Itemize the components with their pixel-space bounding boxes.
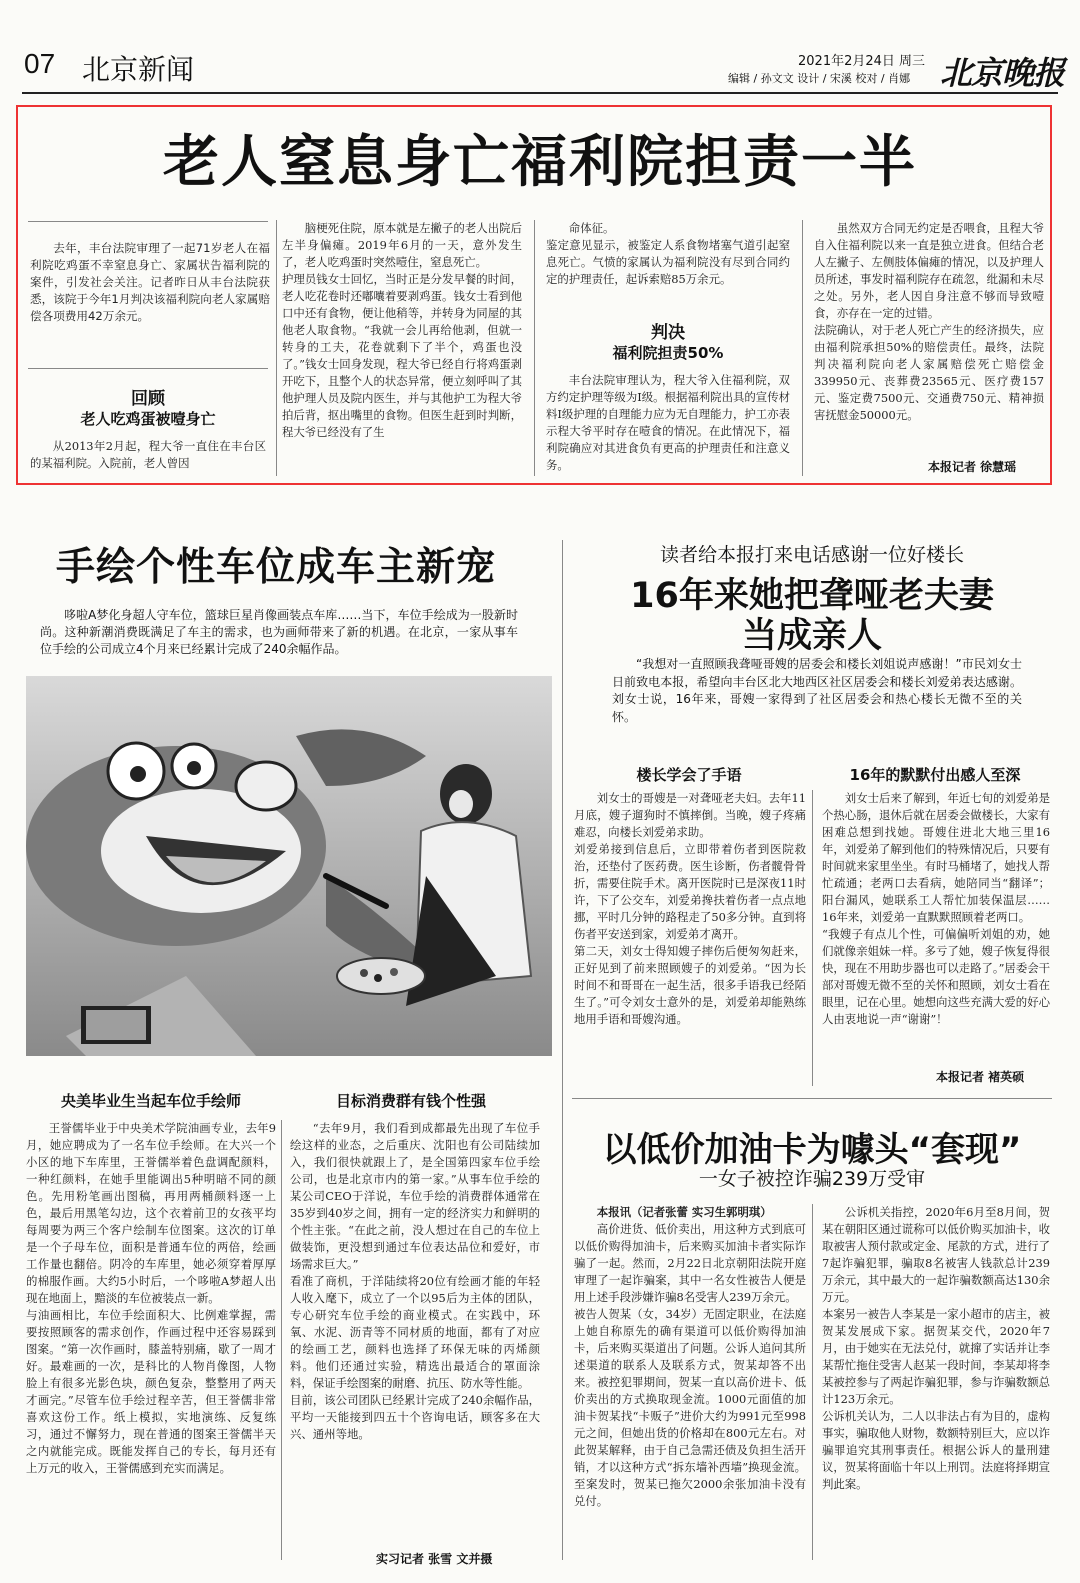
article2-lead xyxy=(40,607,518,663)
article4-subtitle: 一女子被控诈骗239万受审 xyxy=(698,1168,926,1190)
header-rule xyxy=(22,92,1058,94)
article3-lead-text: “我想对一直照顾我聋哑哥嫂的居委会和楼长刘姐说声感谢！”市民刘女士日前致电本报，希望向丰台区北大地西区社区居委会和楼长刘爱弟表达感谢。刘女士说，16年来，哥嫂一家得到了社区居委会和热心楼长无微不至的关怀。 xyxy=(612,657,1022,724)
article4-col2 xyxy=(822,1204,1050,1560)
article2-col2-text: “去年9月，我们看到成都最先出现了车位手绘这样的业态，之后重庆、沈阳也有公司陆续加入，我们很快就跟上了，是全国第四家车位手绘公司，也是北京市内的第一家。”从事车位手绘的某公司CEO于洋说，车位手绘的消费群体通常在35岁到40岁之间，拥有一定的经济实力和鲜明的个性主张。“在此之前，没人想过在自己的车位上做装饰，更没想到通过车位表达品位和爱好，市场需求巨大。” 看准了商机，于洋陆续将20位有绘画才能的年轻人收入麾下，成立了一个以95后为主体的团队，专心研究车位手绘的商业模式。在实践中，环氧、水泥、沥青等不同材质的地面，都有了对应的绘画工艺，颜料也选择了环保无味的丙烯颜料。他们还通过实验，精选出最适合的罩面涂料，保证手绘图案的耐磨、抗压、防水等性能。 目前，该公司团队已经累计完成了240余幅作品，平均一天能接到四五十个咨询电话，顾客多在大兴、通州等地。 xyxy=(290,1121,540,1441)
page-number: 07 xyxy=(24,48,56,79)
article3-kicker: 读者给本报打来电话感谢一位好楼长 xyxy=(659,544,964,566)
issue-date: 2021年2月24日 周三 xyxy=(798,54,926,69)
article1-col4-text: 虽然双方合同无约定是否喂食，且程大爷自入住福利院以来一直是独立进食。但结合老人左撇子、左侧肢体偏瘫的情况，以及护理人员所述，事发时福利院存在疏忽，纰漏和未尽之处。另外，老人因自身注意不够而导致噎食，亦存在一定的过错。 法院确认，对于老人死亡产生的经济损失，应由福利院承担50%的赔偿责任。最终，法院判决福利院向老人家属赔偿死亡赔偿金339950元、丧葬费23565元、医疗费157元、鉴定费7500元、交通费750元、精神损害抚慰金50000元。 xyxy=(814,221,1044,422)
article3-byline: 本报记者 褚英硕 xyxy=(936,1070,1025,1084)
article1-lead xyxy=(30,240,270,350)
article3-bottom-rule xyxy=(572,1098,1052,1099)
article3-headline-line2: 当成亲人 xyxy=(741,616,882,656)
newspaper-logo: 北京晚报 xyxy=(940,54,1065,92)
article3-sub1-title: 楼长学会了手语 xyxy=(636,766,742,784)
article2-sub1-title: 央美毕业生当起车位手绘师 xyxy=(60,1092,241,1110)
article3-col2 xyxy=(822,790,1050,1062)
article1-col2 xyxy=(282,220,522,476)
article4-lead-label: 本报讯（记者张蕾 实习生郭明琪） xyxy=(596,1205,772,1219)
article1-sub2-kicker: 判决 xyxy=(651,323,685,343)
parking-painting-illustration xyxy=(26,676,552,1056)
article1-sub1-kicker: 回顾 xyxy=(131,389,165,409)
article3-col2-text: 刘女士后来了解到，年近七旬的刘爱弟是个热心肠，退休后就在居委会做楼长，大家有困难总想到找她。哥嫂住进北大地三里16年，刘爱弟了解到他们的特殊情况后，只要有时间就来家里坐坐。有时马桶堵了，她找人帮忙疏通；老两口去看病，她陪同当“翻译”；阳台漏风，她联系工人帮忙加装保温层……16年来，刘爱弟一直默默照顾着老两口。 “我嫂子有点儿个性，可偏偏听刘姐的劝，她们就像亲姐妹一样。多亏了她，嫂子恢复得很快，现在不用助步器也可以走路了。”居委会干部对哥嫂无微不至的关怀和照顾，刘女士看在眼里，记在心里。她想向这些充满大爱的好心人由衷地说一声“谢谢”！ xyxy=(822,791,1050,1026)
article4-divider xyxy=(812,1204,813,1560)
article1-col3-bottom xyxy=(546,372,790,476)
article1-col1-text: 从2013年2月起，程大爷一直住在丰台区的某福利院。入院前，老人曾因 xyxy=(30,439,266,470)
editor-credits: 编辑 / 孙文文 设计 / 宋溪 校对 / 肖娜 xyxy=(728,72,911,85)
article2-sub2-title: 目标消费群有钱个性强 xyxy=(335,1092,486,1110)
article4-col1 xyxy=(574,1204,806,1560)
article2-photo xyxy=(26,676,552,1056)
article2-lead-text: 哆啦A梦化身超人守车位，篮球巨星肖像画装点车库……当下，车位手绘成为一股新时尚。这种新潮消费既满足了车主的需求，也为画师带来了新的机遇。在北京，一家从事车位手绘的公司成立4个月来已经累计完成了240余幅作品。 xyxy=(40,608,518,656)
article3-sub2-title: 16年的默默付出感人至深 xyxy=(849,766,1021,784)
article1-col3-top xyxy=(546,220,790,308)
article2-byline: 实习记者 张雪 文并摄 xyxy=(376,1552,493,1566)
article3-divider xyxy=(812,790,813,1086)
article1-sub1-title: 老人吃鸡蛋被噎身亡 xyxy=(80,410,216,428)
page-column-divider xyxy=(562,540,563,1560)
article1-divider-2 xyxy=(534,220,535,476)
article2-divider xyxy=(281,1120,282,1560)
article1-sub1-rule xyxy=(28,368,268,369)
article3-col1-text: 刘女士的哥嫂是一对聋哑老夫妇。去年11月底，嫂子遛狗时不慎摔倒。当晚，嫂子疼痛难忍，向楼长刘爱弟求助。 刘爱弟接到信息后，立即带着伤者到医院救治，还垫付了医药费。医生诊断，伤者髋骨骨折，需要住院手术。离开医院时已是深夜11时许，下了公交车，刘爱弟搀扶着伤者一点点地挪，平时几分钟的路程走了50多分钟。直到将伤者平安送到家，刘爱弟才离开。 第二天，刘女士得知嫂子摔伤后便匆匆赶来，正好见到了前来照顾嫂子的刘爱弟。“因为长时间不和哥哥在一起生活，很多手语我已经陌生了。”可令刘女士意外的是，刘爱弟却能熟练地用手语和哥嫂沟通。 xyxy=(574,791,806,1026)
article1-divider-3 xyxy=(802,220,803,476)
article1-divider-1 xyxy=(276,220,277,476)
article4-col1-text: 高价进货、低价卖出，用这种方式到底可以低价购得加油卡，后来购买加油卡者实际诈骗了一起。然而，2月22日北京朝阳法院开庭审理了一起诈骗案，其中一名女性被告人便是用上述手段涉嫌诈骗8名受害人239万余元。 被告人贺某（女，34岁）无固定职业，在法庭上她自称原先的确有渠道可以低价购得加油卡，后来购买渠道出了问题。公诉人追问其所述渠道的联系人及联系方式，贺某却答不出来。被控犯罪期间，贺某一直以高价进卡、低价卖出的方式换取现金流。1000元面值的加油卡贺某找“卡贩子”进价大约为991元至998元之间，但她出货的价格却在800元左右。对此贺某解释，由于自己急需还债及负担生活开销，才以这种方式“拆东墙补西墙”换现金流。至案发时，贺某已拖欠2000余张加油卡没有兑付。 xyxy=(574,1222,806,1508)
article1-col3-top-text: 命体征。 鉴定意见显示，被鉴定人系食物堵塞气道引起窒息死亡。气愤的家属认为福利院没有尽到合同约定的护理责任，起诉索赔85万余元。 xyxy=(546,221,790,286)
article1-col3-bottom-text: 丰台法院审理认为，程大爷入住福利院，双方约定护理等级为I级。根据福利院出具的宣传材料I级护理的自理能力应为无自理能力，护工亦表示程大爷平时存在噎食的情况。在此情况下，福利院确应对其进食负有更高的护理责任和注意义务。 xyxy=(546,373,790,472)
article3-lead xyxy=(612,656,1022,730)
article1-lead-text: 去年，丰台法院审理了一起71岁老人在福利院吃鸡蛋不幸窒息身亡、家属状告福利院的案件，引发社会关注。记者昨日从丰台法院获悉，该院于今年1月判决该福利院向老人家属赔偿各项费用42万余元。 xyxy=(30,241,270,323)
article2-col1-text: 王誉儒毕业于中央美术学院油画专业，去年9月，她应聘成为了一名车位手绘师。在大兴一个小区的地下车库里，王誉儒举着色盘调配颜料，一种红颜料，在她手里能调出5种明暗不同的颜色。先用粉笔画出图稿，再用两桶颜料逐一上色，最后用黑笔勾边，这个衣着前卫的女孩平均每周要为两三个客户绘制车位图案。这次的订单是一个子母车位，面积是普通车位的两倍，绘画工作量也翻倍。阴冷的车库里，她必须穿着厚厚的棉服作画。大约5小时后，一个哆啦A梦超人出现在地面上，黯淡的车位被装点一新。 与油画相比，车位手绘面积大、比例难掌握，需要按照顾客的需求创作，作画过程中还容易踩到图案。“第一次作画时，膝盖特别痛，歇了一周才好。最难画的一次，是科比的人物肖像图，人物脸上有很多光影色块，颜色复杂，整整用了两天才画完。”尽管车位手绘过程辛苦，但王誉儒非常喜欢这份工作。纸上模拟，实地演练、反复练习，通过不懈努力，现在普通的图案王誉儒半天之内就能完成。既能发挥自己的专长，每月还有上万元的收入，王誉儒感到充实而满足。 xyxy=(26,1121,276,1475)
section-name: 北京新闻 xyxy=(82,53,195,86)
article3-col1 xyxy=(574,790,806,1086)
article1-col2-text: 脑梗死住院，原本就是左撇子的老人出院后左半身偏瘫。2019年6月的一天，意外发生了，老人吃鸡蛋时突然噎住，窒息死亡。 护理员钱女士回忆，当时正是分发早餐的时间，老人吃花卷时还嘟囔着要剥鸡蛋。钱女士看到他口中还有食物，便让他稍等，并转身为同屋的其他老人取食物。“我就一会儿再给他剥，但就一转身的工夫，花卷就剩下了半个，鸡蛋也没了。”钱女士回身发现，程大爷已经自行将鸡蛋剥开吃下，且整个人的状态异常，便立刻呼叫了其他护理人员及院内医生，并与其他护工为程大爷拍后背，抠出嘴里的食物。但医生赶到时判断，程大爷已经没有了生 xyxy=(282,221,522,439)
article3-headline-line1: 16年来她把聋哑老夫妻 xyxy=(630,576,994,616)
article4-headline: 以低价加油卡为噱头“套现” xyxy=(602,1130,1022,1170)
article2-col1 xyxy=(26,1120,276,1560)
article4-col2-text: 公诉机关指控，2020年6月至8月间，贺某在朝阳区通过谎称可以低价购买加油卡，收取被害人预付款或定金、尾款的方式，进行了7起诈骗犯罪，骗取8名被害人钱款总计239万余元，其中最大的一起诈骗数额高达130余万元。 本案另一被告人李某是一家小超市的店主，被贺某发展成下家。据贺某交代，2020年7月，由于她实在无法兑付，就撺了实话并让李某帮忙拖住受害人赵某一段时间，李某却将李某被控参与了两起诈骗犯罪，参与诈骗数额总计123万余元。 公诉机关认为，二人以非法占有为目的，虚构事实，骗取他人财物，数额特别巨大，应以诈骗罪追究其刑事责任。根据公诉人的量刑建议，贺某将面临十年以上刑罚。法庭将择期宣判此案。 xyxy=(822,1205,1050,1491)
article2-col2 xyxy=(290,1120,540,1530)
article1-headline: 老人窒息身亡福利院担责一半 xyxy=(163,130,917,195)
article1-col4 xyxy=(814,220,1044,456)
article1-col1 xyxy=(30,438,266,474)
article1-title-rule-left xyxy=(28,221,268,222)
article1-sub2-title: 福利院担责50% xyxy=(612,344,724,362)
article2-headline: 手绘个性车位成车主新宠 xyxy=(55,545,496,590)
article1-byline: 本报记者 徐慧瑶 xyxy=(928,460,1017,474)
